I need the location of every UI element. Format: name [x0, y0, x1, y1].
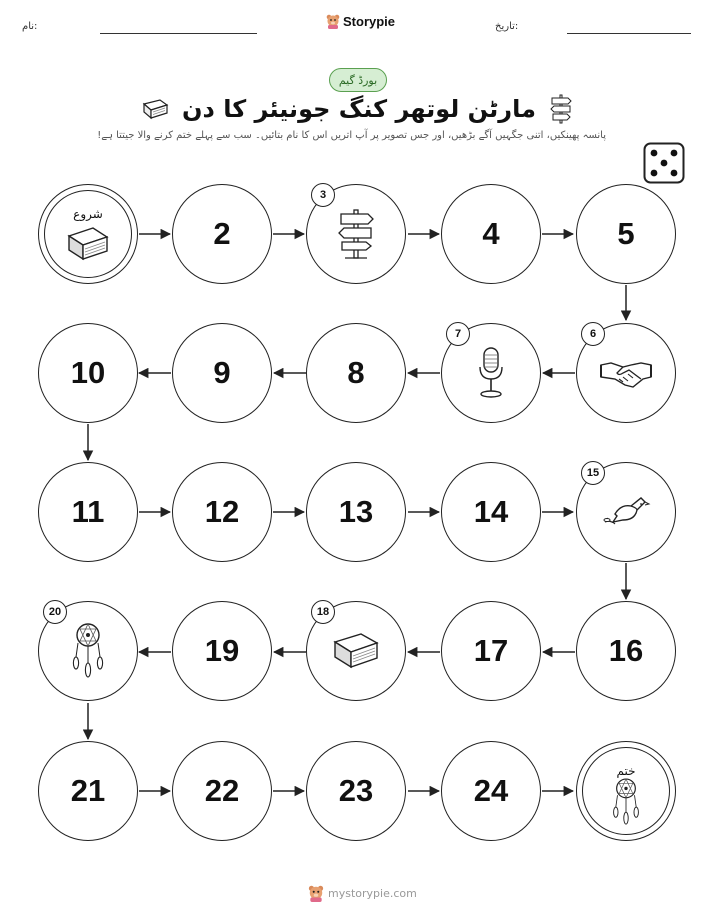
- dreamcatcher-icon: [609, 776, 643, 828]
- space-number: 3: [311, 183, 335, 207]
- start-label: شروع: [73, 207, 103, 221]
- book-icon: [140, 98, 170, 120]
- page-title: مارٹن لوتھر کنگ جونیئر کا دن: [182, 95, 536, 123]
- footer: [308, 885, 417, 902]
- space-number: 8: [347, 355, 365, 390]
- space-10[interactable]: [38, 323, 138, 423]
- space-number: 13: [338, 494, 374, 529]
- space-number: 6: [581, 322, 605, 346]
- space-number: 14: [473, 494, 509, 529]
- space-7[interactable]: [441, 323, 541, 423]
- name-label: نام:: [22, 21, 38, 32]
- space-4[interactable]: [441, 184, 541, 284]
- date-line[interactable]: [567, 33, 691, 34]
- space-number: 9: [213, 355, 231, 390]
- space-number: 18: [311, 600, 335, 624]
- name-line[interactable]: [100, 33, 257, 34]
- space-19[interactable]: [172, 601, 272, 701]
- space-number: 20: [43, 600, 67, 624]
- bear-logo-icon: [308, 885, 324, 902]
- space-12[interactable]: [172, 462, 272, 562]
- space-5[interactable]: [576, 184, 676, 284]
- space-number: 15: [581, 461, 605, 485]
- title-row: [0, 93, 714, 125]
- book-icon: [65, 224, 111, 264]
- space-14[interactable]: [441, 462, 541, 562]
- space-3[interactable]: [306, 184, 406, 284]
- space-number: 19: [204, 633, 240, 668]
- board-game-badge: بورڈ گیم: [329, 68, 387, 92]
- space-number: 22: [204, 773, 240, 808]
- space-number: 11: [71, 494, 105, 529]
- space-number: 12: [204, 494, 240, 529]
- space-number: 24: [473, 773, 509, 808]
- finish-label: ختم: [616, 764, 636, 778]
- space-number: 4: [482, 216, 500, 251]
- space-finish[interactable]: [576, 741, 676, 841]
- space-number: 7: [446, 322, 470, 346]
- space-6[interactable]: [576, 323, 676, 423]
- space-9[interactable]: [172, 323, 272, 423]
- signpost-icon: [333, 206, 379, 262]
- space-8[interactable]: [306, 323, 406, 423]
- date-label: تاریخ:: [495, 21, 519, 32]
- brand-logo: [326, 14, 395, 29]
- book-icon: [331, 630, 381, 672]
- space-2[interactable]: [172, 184, 272, 284]
- space-16[interactable]: [576, 601, 676, 701]
- space-number: 23: [338, 773, 374, 808]
- brand-name: Storypie: [343, 14, 396, 29]
- dice-icon[interactable]: [643, 142, 685, 184]
- space-15[interactable]: [576, 462, 676, 562]
- bear-logo-icon: [326, 14, 340, 29]
- space-number: 17: [473, 633, 509, 668]
- space-20[interactable]: [38, 601, 138, 701]
- signpost-icon: [548, 93, 574, 125]
- footer-url[interactable]: mystorypie.com: [328, 887, 417, 900]
- space-number: 10: [70, 355, 106, 390]
- space-11[interactable]: [38, 462, 138, 562]
- space-23[interactable]: [306, 741, 406, 841]
- space-17[interactable]: [441, 601, 541, 701]
- handshake-icon: [599, 355, 653, 391]
- space-21[interactable]: [38, 741, 138, 841]
- space-13[interactable]: [306, 462, 406, 562]
- instructions: پانسہ پھینکیں، اتنی جگہیں آگے بڑھیں، اور جس تصویر پر آپ اتریں اس کا نام بتائیں۔ سب سے پہلے ختم کرنے والا جیتتا ہے!: [97, 130, 606, 141]
- space-start[interactable]: [38, 184, 138, 284]
- space-24[interactable]: [441, 741, 541, 841]
- dove-icon: [601, 494, 651, 530]
- space-number: 16: [608, 633, 644, 668]
- space-number: 21: [70, 773, 106, 808]
- space-22[interactable]: [172, 741, 272, 841]
- dreamcatcher-icon: [68, 621, 108, 681]
- microphone-icon: [476, 345, 506, 401]
- space-number: 2: [213, 216, 231, 251]
- space-number: 5: [617, 216, 635, 251]
- space-18[interactable]: [306, 601, 406, 701]
